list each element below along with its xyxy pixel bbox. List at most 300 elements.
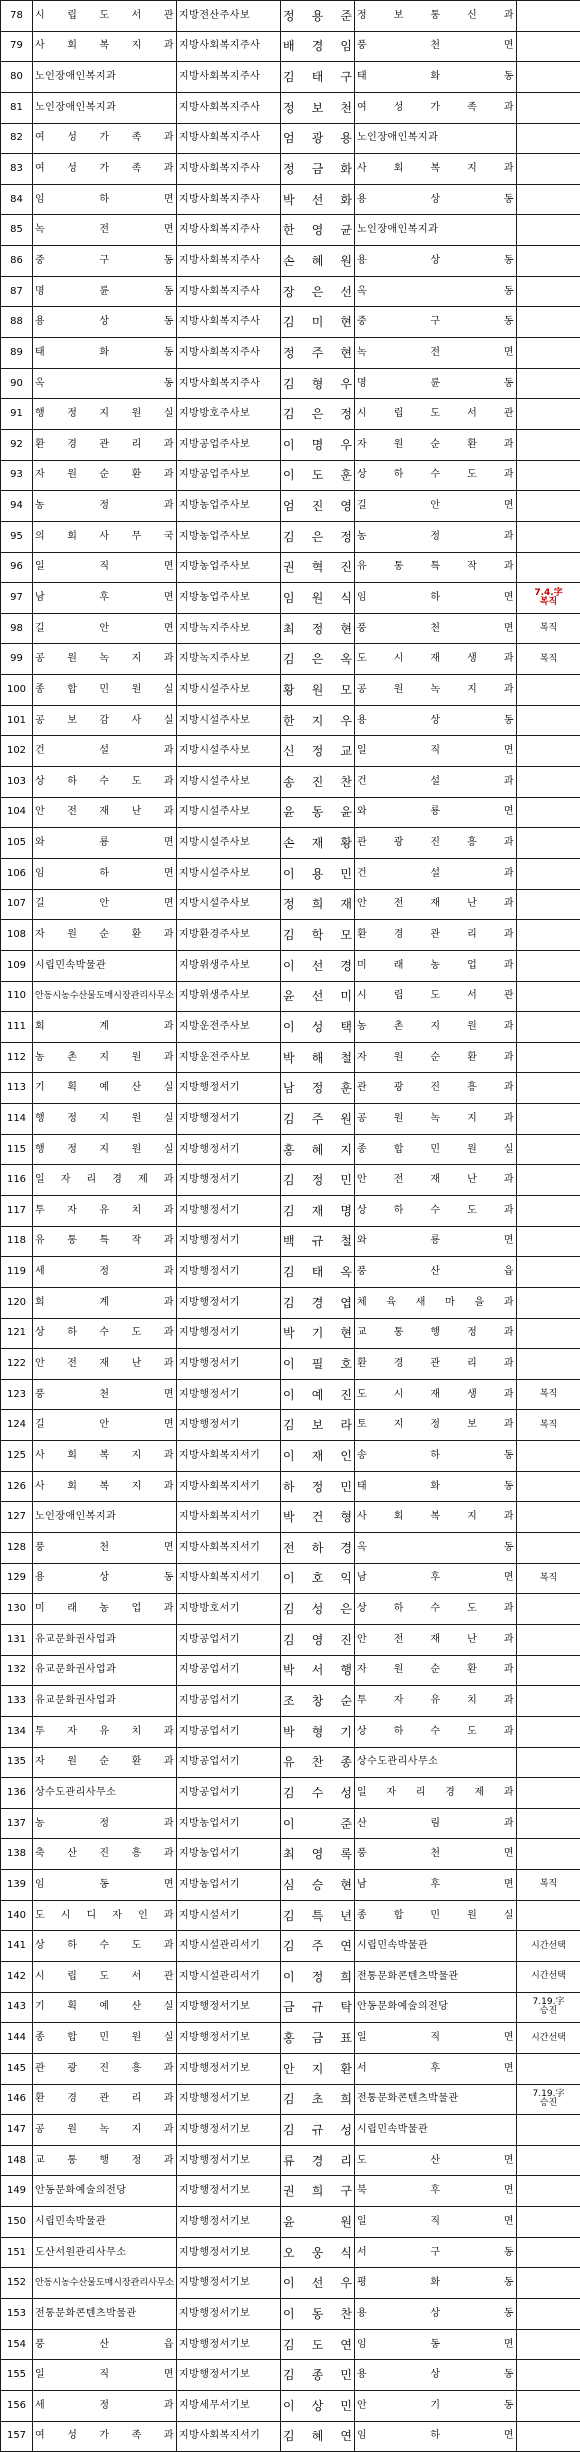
employee-name-cell: 손 재 황 — [281, 828, 355, 859]
position-rank-cell: 지방농업서기 — [177, 1808, 281, 1839]
current-department-cell: 녹 전 면 — [33, 215, 177, 246]
position-rank-cell: 지방공업서기 — [177, 1778, 281, 1809]
remark-cell — [517, 981, 580, 1012]
row-number-cell: 97 — [1, 583, 33, 614]
employee-name-cell: 김 성 은 — [281, 1594, 355, 1625]
position-rank-cell: 지방행정서기보 — [177, 2299, 281, 2330]
row-number-cell: 87 — [1, 276, 33, 307]
new-department-cell: 풍 산 읍 — [355, 1257, 517, 1288]
row-number-cell: 96 — [1, 552, 33, 583]
position-rank-cell: 지방행정서기보 — [177, 2176, 281, 2207]
current-department-cell: 일 직 면 — [33, 2360, 177, 2391]
employee-name-cell: 윤 동 윤 — [281, 797, 355, 828]
position-rank-cell: 지방사회복지주사 — [177, 368, 281, 399]
table-row — [1, 889, 580, 920]
new-department-cell: 안 전 재 난 과 — [355, 1624, 517, 1655]
new-department-cell: 길 안 면 — [355, 491, 517, 522]
table-row — [1, 1257, 580, 1288]
new-department-cell: 용 상 동 — [355, 705, 517, 736]
new-department-cell: 농 촌 지 원 과 — [355, 1012, 517, 1043]
row-number-cell: 142 — [1, 1962, 33, 1993]
current-department-cell: 노인장애인복지과 — [33, 92, 177, 123]
row-number-cell: 88 — [1, 307, 33, 338]
employee-name-cell: 신 정 교 — [281, 736, 355, 767]
new-department-cell: 북 후 면 — [355, 2176, 517, 2207]
new-department-cell: 용 상 동 — [355, 184, 517, 215]
position-rank-cell: 지방사회복지주사 — [177, 338, 281, 369]
position-rank-cell: 지방시설서기 — [177, 1900, 281, 1931]
position-rank-cell: 지방행정서기 — [177, 1410, 281, 1441]
remark-cell — [517, 429, 580, 460]
row-number-cell: 93 — [1, 460, 33, 491]
position-rank-cell: 지방행정서기보 — [177, 1992, 281, 2023]
new-department-cell: 풍 천 면 — [355, 31, 517, 62]
table-row — [1, 920, 580, 951]
row-number-cell: 115 — [1, 1134, 33, 1165]
current-department-cell: 농 촌 지 원 과 — [33, 1042, 177, 1073]
remark-cell — [517, 215, 580, 246]
row-number-cell: 152 — [1, 2268, 33, 2299]
table-row — [1, 1104, 580, 1135]
employee-name-cell: 김 경 엽 — [281, 1287, 355, 1318]
table-row — [1, 2360, 580, 2391]
remark-cell — [517, 1594, 580, 1625]
employee-name-cell: 정 주 현 — [281, 338, 355, 369]
table-row — [1, 2421, 580, 2452]
table-row — [1, 154, 580, 185]
employee-name-cell: 이 동 찬 — [281, 2299, 355, 2330]
new-department-cell: 임 동 면 — [355, 2329, 517, 2360]
position-rank-cell: 지방행정서기보 — [177, 2329, 281, 2360]
table-row — [1, 1778, 580, 1809]
current-department-cell: 안 전 재 난 과 — [33, 797, 177, 828]
remark-cell — [517, 1349, 580, 1380]
position-rank-cell: 지방시설주사보 — [177, 858, 281, 889]
employee-name-cell: 이 선 우 — [281, 2268, 355, 2299]
current-department-cell: 행 정 지 원 실 — [33, 1134, 177, 1165]
new-department-cell: 토 지 정 보 과 — [355, 1410, 517, 1441]
new-department-cell: 안 기 동 — [355, 2390, 517, 2421]
row-number-cell: 84 — [1, 184, 33, 215]
table-row — [1, 1349, 580, 1380]
employee-name-cell: 권 희 구 — [281, 2176, 355, 2207]
remark-cell — [517, 736, 580, 767]
employee-name-cell: 이 재 인 — [281, 1441, 355, 1472]
table-row — [1, 2329, 580, 2360]
new-department-cell: 임 하 면 — [355, 2421, 517, 2452]
new-department-cell: 환 경 관 리 과 — [355, 920, 517, 951]
employee-name-cell: 박 형 기 — [281, 1716, 355, 1747]
remark-cell: 복직 — [517, 644, 580, 675]
table-row — [1, 215, 580, 246]
employee-name-cell: 이 명 우 — [281, 429, 355, 460]
row-number-cell: 117 — [1, 1195, 33, 1226]
position-rank-cell: 지방시설주사보 — [177, 797, 281, 828]
position-rank-cell: 지방농업주사보 — [177, 583, 281, 614]
table-row — [1, 705, 580, 736]
table-row — [1, 123, 580, 154]
current-department-cell: 자 원 순 환 과 — [33, 1747, 177, 1778]
remark-cell — [517, 1533, 580, 1564]
remark-cell: 7.19.字 승진 — [517, 1992, 580, 2023]
position-rank-cell: 지방위생주사보 — [177, 950, 281, 981]
current-department-cell: 일 자 리 경 제 과 — [33, 1165, 177, 1196]
new-department-cell: 관 광 진 흥 과 — [355, 828, 517, 859]
new-department-cell: 도 시 재 생 과 — [355, 644, 517, 675]
employee-name-cell: 김 초 희 — [281, 2084, 355, 2115]
table-row — [1, 184, 580, 215]
row-number-cell: 146 — [1, 2084, 33, 2115]
new-department-cell: 풍 천 면 — [355, 613, 517, 644]
remark-cell — [517, 1134, 580, 1165]
current-department-cell: 옥 동 — [33, 368, 177, 399]
new-department-cell: 태 화 동 — [355, 1471, 517, 1502]
remark-cell — [517, 1287, 580, 1318]
new-department-cell: 교 통 행 정 과 — [355, 1318, 517, 1349]
current-department-cell: 안동문화예술의전당 — [33, 2176, 177, 2207]
employee-name-cell: 이 성 택 — [281, 1012, 355, 1043]
table-row — [1, 1195, 580, 1226]
position-rank-cell: 지방시설주사보 — [177, 736, 281, 767]
employee-name-cell: 금 규 탁 — [281, 1992, 355, 2023]
employee-name-cell: 박 서 행 — [281, 1655, 355, 1686]
row-number-cell: 140 — [1, 1900, 33, 1931]
row-number-cell: 149 — [1, 2176, 33, 2207]
remark-cell — [517, 767, 580, 798]
row-number-cell: 154 — [1, 2329, 33, 2360]
table-row — [1, 2268, 580, 2299]
row-number-cell: 124 — [1, 1410, 33, 1441]
row-number-cell: 120 — [1, 1287, 33, 1318]
new-department-cell: 도 시 재 생 과 — [355, 1379, 517, 1410]
employee-name-cell: 하 정 민 — [281, 1471, 355, 1502]
new-department-cell: 여 성 가 족 과 — [355, 92, 517, 123]
employee-name-cell: 박 건 형 — [281, 1502, 355, 1533]
current-department-cell: 공 원 녹 지 과 — [33, 644, 177, 675]
current-department-cell: 풍 산 읍 — [33, 2329, 177, 2360]
position-rank-cell: 지방농업서기 — [177, 1870, 281, 1901]
position-rank-cell: 지방행정서기 — [177, 1195, 281, 1226]
position-rank-cell: 지방사회복지주사 — [177, 215, 281, 246]
position-rank-cell: 지방공업주사보 — [177, 429, 281, 460]
row-number-cell: 128 — [1, 1533, 33, 1564]
table-row — [1, 858, 580, 889]
current-department-cell: 세 정 과 — [33, 1257, 177, 1288]
position-rank-cell: 지방운전주사보 — [177, 1012, 281, 1043]
employee-name-cell: 엄 광 용 — [281, 123, 355, 154]
row-number-cell: 80 — [1, 62, 33, 93]
table-row — [1, 767, 580, 798]
employee-name-cell: 한 영 균 — [281, 215, 355, 246]
new-department-cell: 옥 동 — [355, 276, 517, 307]
position-rank-cell: 지방시설주사보 — [177, 828, 281, 859]
employee-name-cell: 배 경 임 — [281, 31, 355, 62]
row-number-cell: 135 — [1, 1747, 33, 1778]
position-rank-cell: 지방농업주사보 — [177, 521, 281, 552]
remark-cell: 7.4.字 복직 — [517, 583, 580, 614]
position-rank-cell: 지방전산주사보 — [177, 1, 281, 32]
employee-name-cell: 조 창 순 — [281, 1686, 355, 1717]
row-number-cell: 133 — [1, 1686, 33, 1717]
remark-cell: 복직 — [517, 1379, 580, 1410]
new-department-cell: 관 광 진 흥 과 — [355, 1073, 517, 1104]
new-department-cell: 상 하 수 도 과 — [355, 460, 517, 491]
position-rank-cell: 지방사회복지주사 — [177, 31, 281, 62]
employee-name-cell: 홍 혜 지 — [281, 1134, 355, 1165]
table-row — [1, 1073, 580, 1104]
row-number-cell: 118 — [1, 1226, 33, 1257]
current-department-cell: 전통문화콘텐츠박물관 — [33, 2299, 177, 2330]
employee-name-cell: 김 정 민 — [281, 1165, 355, 1196]
new-department-cell: 시립민속박물관 — [355, 1931, 517, 1962]
row-number-cell: 141 — [1, 1931, 33, 1962]
remark-cell — [517, 62, 580, 93]
new-department-cell: 농 정 과 — [355, 521, 517, 552]
row-number-cell: 82 — [1, 123, 33, 154]
table-row — [1, 368, 580, 399]
current-department-cell: 유교문화권사업과 — [33, 1686, 177, 1717]
row-number-cell: 123 — [1, 1379, 33, 1410]
row-number-cell: 78 — [1, 1, 33, 32]
employee-name-cell: 이 용 민 — [281, 858, 355, 889]
table-row — [1, 1012, 580, 1043]
position-rank-cell: 지방사회복지주사 — [177, 92, 281, 123]
current-department-cell: 교 통 행 정 과 — [33, 2145, 177, 2176]
position-rank-cell: 지방녹지주사보 — [177, 613, 281, 644]
position-rank-cell: 지방사회복지주사 — [177, 307, 281, 338]
remark-cell: 복직 — [517, 613, 580, 644]
new-department-cell: 명 륜 동 — [355, 368, 517, 399]
remark-cell — [517, 2053, 580, 2084]
current-department-cell: 의 회 사 무 국 — [33, 521, 177, 552]
current-department-cell: 회 계 과 — [33, 1012, 177, 1043]
row-number-cell: 148 — [1, 2145, 33, 2176]
employee-name-cell: 최 영 록 — [281, 1839, 355, 1870]
new-department-cell: 공 원 녹 지 과 — [355, 1104, 517, 1135]
table-row — [1, 2176, 580, 2207]
new-department-cell: 전통문화콘텐츠박물관 — [355, 2084, 517, 2115]
table-row — [1, 399, 580, 430]
remark-cell — [517, 2207, 580, 2238]
table-row — [1, 1134, 580, 1165]
new-department-cell: 일 직 면 — [355, 2207, 517, 2238]
table-row — [1, 1716, 580, 1747]
remark-cell — [517, 1104, 580, 1135]
position-rank-cell: 지방사회복지주사 — [177, 276, 281, 307]
new-department-cell: 상수도관리사무소 — [355, 1747, 517, 1778]
position-rank-cell: 지방공업서기 — [177, 1624, 281, 1655]
employee-name-cell: 이 준 — [281, 1808, 355, 1839]
table-row — [1, 1563, 580, 1594]
employee-name-cell: 장 은 선 — [281, 276, 355, 307]
row-number-cell: 147 — [1, 2115, 33, 2146]
new-department-cell: 산 림 과 — [355, 1808, 517, 1839]
remark-cell — [517, 675, 580, 706]
employee-name-cell: 김 형 우 — [281, 368, 355, 399]
employee-name-cell: 김 특 년 — [281, 1900, 355, 1931]
table-row — [1, 1931, 580, 1962]
table-row — [1, 2390, 580, 2421]
employee-name-cell: 김 보 라 — [281, 1410, 355, 1441]
table-row — [1, 1379, 580, 1410]
new-department-cell: 건 설 과 — [355, 858, 517, 889]
new-department-cell: 자 원 순 환 과 — [355, 1042, 517, 1073]
row-number-cell: 113 — [1, 1073, 33, 1104]
current-department-cell: 안동시농수산물도매시장관리사무소 — [33, 981, 177, 1012]
remark-cell — [517, 1195, 580, 1226]
table-row — [1, 1594, 580, 1625]
position-rank-cell: 지방환경주사보 — [177, 920, 281, 951]
employee-name-cell: 임 원 식 — [281, 583, 355, 614]
current-department-cell: 여 성 가 족 과 — [33, 154, 177, 185]
new-department-cell: 미 래 농 업 과 — [355, 950, 517, 981]
row-number-cell: 100 — [1, 675, 33, 706]
position-rank-cell: 지방행정서기보 — [177, 2053, 281, 2084]
table-row — [1, 797, 580, 828]
row-number-cell: 86 — [1, 246, 33, 277]
row-number-cell: 143 — [1, 1992, 33, 2023]
employee-name-cell: 이 호 익 — [281, 1563, 355, 1594]
position-rank-cell: 지방행정서기보 — [177, 2268, 281, 2299]
employee-name-cell: 남 정 훈 — [281, 1073, 355, 1104]
current-department-cell: 종 합 민 원 실 — [33, 675, 177, 706]
new-department-cell: 정 보 통 신 과 — [355, 1, 517, 32]
remark-cell — [517, 2115, 580, 2146]
row-number-cell: 110 — [1, 981, 33, 1012]
position-rank-cell: 지방행정서기 — [177, 1226, 281, 1257]
employee-name-cell: 김 주 연 — [281, 1931, 355, 1962]
new-department-cell: 사 회 복 지 과 — [355, 1502, 517, 1533]
remark-cell — [517, 1839, 580, 1870]
current-department-cell: 임 하 면 — [33, 858, 177, 889]
current-department-cell: 축 산 진 흥 과 — [33, 1839, 177, 1870]
employee-name-cell: 권 혁 진 — [281, 552, 355, 583]
remark-cell — [517, 2299, 580, 2330]
row-number-cell: 107 — [1, 889, 33, 920]
current-department-cell: 용 상 동 — [33, 307, 177, 338]
table-row — [1, 1226, 580, 1257]
row-number-cell: 121 — [1, 1318, 33, 1349]
new-department-cell: 평 화 동 — [355, 2268, 517, 2299]
current-department-cell: 풍 천 면 — [33, 1379, 177, 1410]
position-rank-cell: 지방사회복지서기 — [177, 1471, 281, 1502]
table-row — [1, 1410, 580, 1441]
remark-cell — [517, 552, 580, 583]
row-number-cell: 99 — [1, 644, 33, 675]
employee-name-cell: 김 도 연 — [281, 2329, 355, 2360]
row-number-cell: 127 — [1, 1502, 33, 1533]
remark-cell: 시간선택 — [517, 2023, 580, 2054]
new-department-cell: 중 구 동 — [355, 307, 517, 338]
remark-cell — [517, 950, 580, 981]
table-row — [1, 307, 580, 338]
row-number-cell: 83 — [1, 154, 33, 185]
row-number-cell: 102 — [1, 736, 33, 767]
row-number-cell: 106 — [1, 858, 33, 889]
table-row — [1, 1165, 580, 1196]
remark-cell — [517, 1165, 580, 1196]
employee-name-cell: 오 웅 식 — [281, 2237, 355, 2268]
position-rank-cell: 지방행정서기 — [177, 1379, 281, 1410]
position-rank-cell: 지방세무서기보 — [177, 2390, 281, 2421]
remark-cell — [517, 1441, 580, 1472]
employee-name-cell: 이 정 희 — [281, 1962, 355, 1993]
remark-cell — [517, 2176, 580, 2207]
remark-cell: 시간선택 — [517, 1931, 580, 1962]
row-number-cell: 150 — [1, 2207, 33, 2238]
new-department-cell: 사 회 복 지 과 — [355, 154, 517, 185]
current-department-cell: 환 경 관 리 과 — [33, 2084, 177, 2115]
position-rank-cell: 지방행정서기보 — [177, 2084, 281, 2115]
position-rank-cell: 지방공업서기 — [177, 1747, 281, 1778]
table-row — [1, 460, 580, 491]
table-row — [1, 92, 580, 123]
remark-cell — [517, 1900, 580, 1931]
table-row — [1, 1962, 580, 1993]
employee-name-cell: 김 영 진 — [281, 1624, 355, 1655]
current-department-cell: 길 안 면 — [33, 1410, 177, 1441]
remark-cell — [517, 1686, 580, 1717]
remark-cell — [517, 2145, 580, 2176]
remark-cell — [517, 2237, 580, 2268]
position-rank-cell: 지방시설관리서기 — [177, 1931, 281, 1962]
table-row — [1, 2053, 580, 2084]
current-department-cell: 행 정 지 원 실 — [33, 1104, 177, 1135]
employee-name-cell: 류 경 리 — [281, 2145, 355, 2176]
row-number-cell: 122 — [1, 1349, 33, 1380]
row-number-cell: 156 — [1, 2390, 33, 2421]
employee-name-cell: 이 필 호 — [281, 1349, 355, 1380]
table-row — [1, 613, 580, 644]
current-department-cell: 행 정 지 원 실 — [33, 399, 177, 430]
employee-name-cell: 김 미 현 — [281, 307, 355, 338]
table-row — [1, 276, 580, 307]
current-department-cell: 상 하 수 도 과 — [33, 1931, 177, 1962]
current-department-cell: 길 안 면 — [33, 613, 177, 644]
table-body — [1, 1, 580, 2452]
position-rank-cell: 지방농업주사보 — [177, 552, 281, 583]
table-row — [1, 1, 580, 32]
employee-name-cell: 송 진 찬 — [281, 767, 355, 798]
current-department-cell: 용 상 동 — [33, 1563, 177, 1594]
employee-name-cell: 백 규 철 — [281, 1226, 355, 1257]
remark-cell — [517, 920, 580, 951]
position-rank-cell: 지방행정서기보 — [177, 2023, 281, 2054]
row-number-cell: 85 — [1, 215, 33, 246]
row-number-cell: 104 — [1, 797, 33, 828]
current-department-cell: 여 성 가 족 과 — [33, 123, 177, 154]
current-department-cell: 유교문화권사업과 — [33, 1624, 177, 1655]
position-rank-cell: 지방행정서기 — [177, 1318, 281, 1349]
current-department-cell: 임 동 면 — [33, 1870, 177, 1901]
remark-cell — [517, 1, 580, 32]
employee-name-cell: 이 선 경 — [281, 950, 355, 981]
row-number-cell: 105 — [1, 828, 33, 859]
row-number-cell: 103 — [1, 767, 33, 798]
current-department-cell: 풍 천 면 — [33, 1533, 177, 1564]
remark-cell — [517, 246, 580, 277]
remark-cell — [517, 460, 580, 491]
remark-cell — [517, 31, 580, 62]
current-department-cell: 도산서원관리사무소 — [33, 2237, 177, 2268]
remark-cell — [517, 797, 580, 828]
remark-cell — [517, 1655, 580, 1686]
remark-cell — [517, 858, 580, 889]
table-row — [1, 1533, 580, 1564]
position-rank-cell: 지방행정서기 — [177, 1287, 281, 1318]
table-row — [1, 2207, 580, 2238]
current-department-cell: 상 하 수 도 과 — [33, 767, 177, 798]
